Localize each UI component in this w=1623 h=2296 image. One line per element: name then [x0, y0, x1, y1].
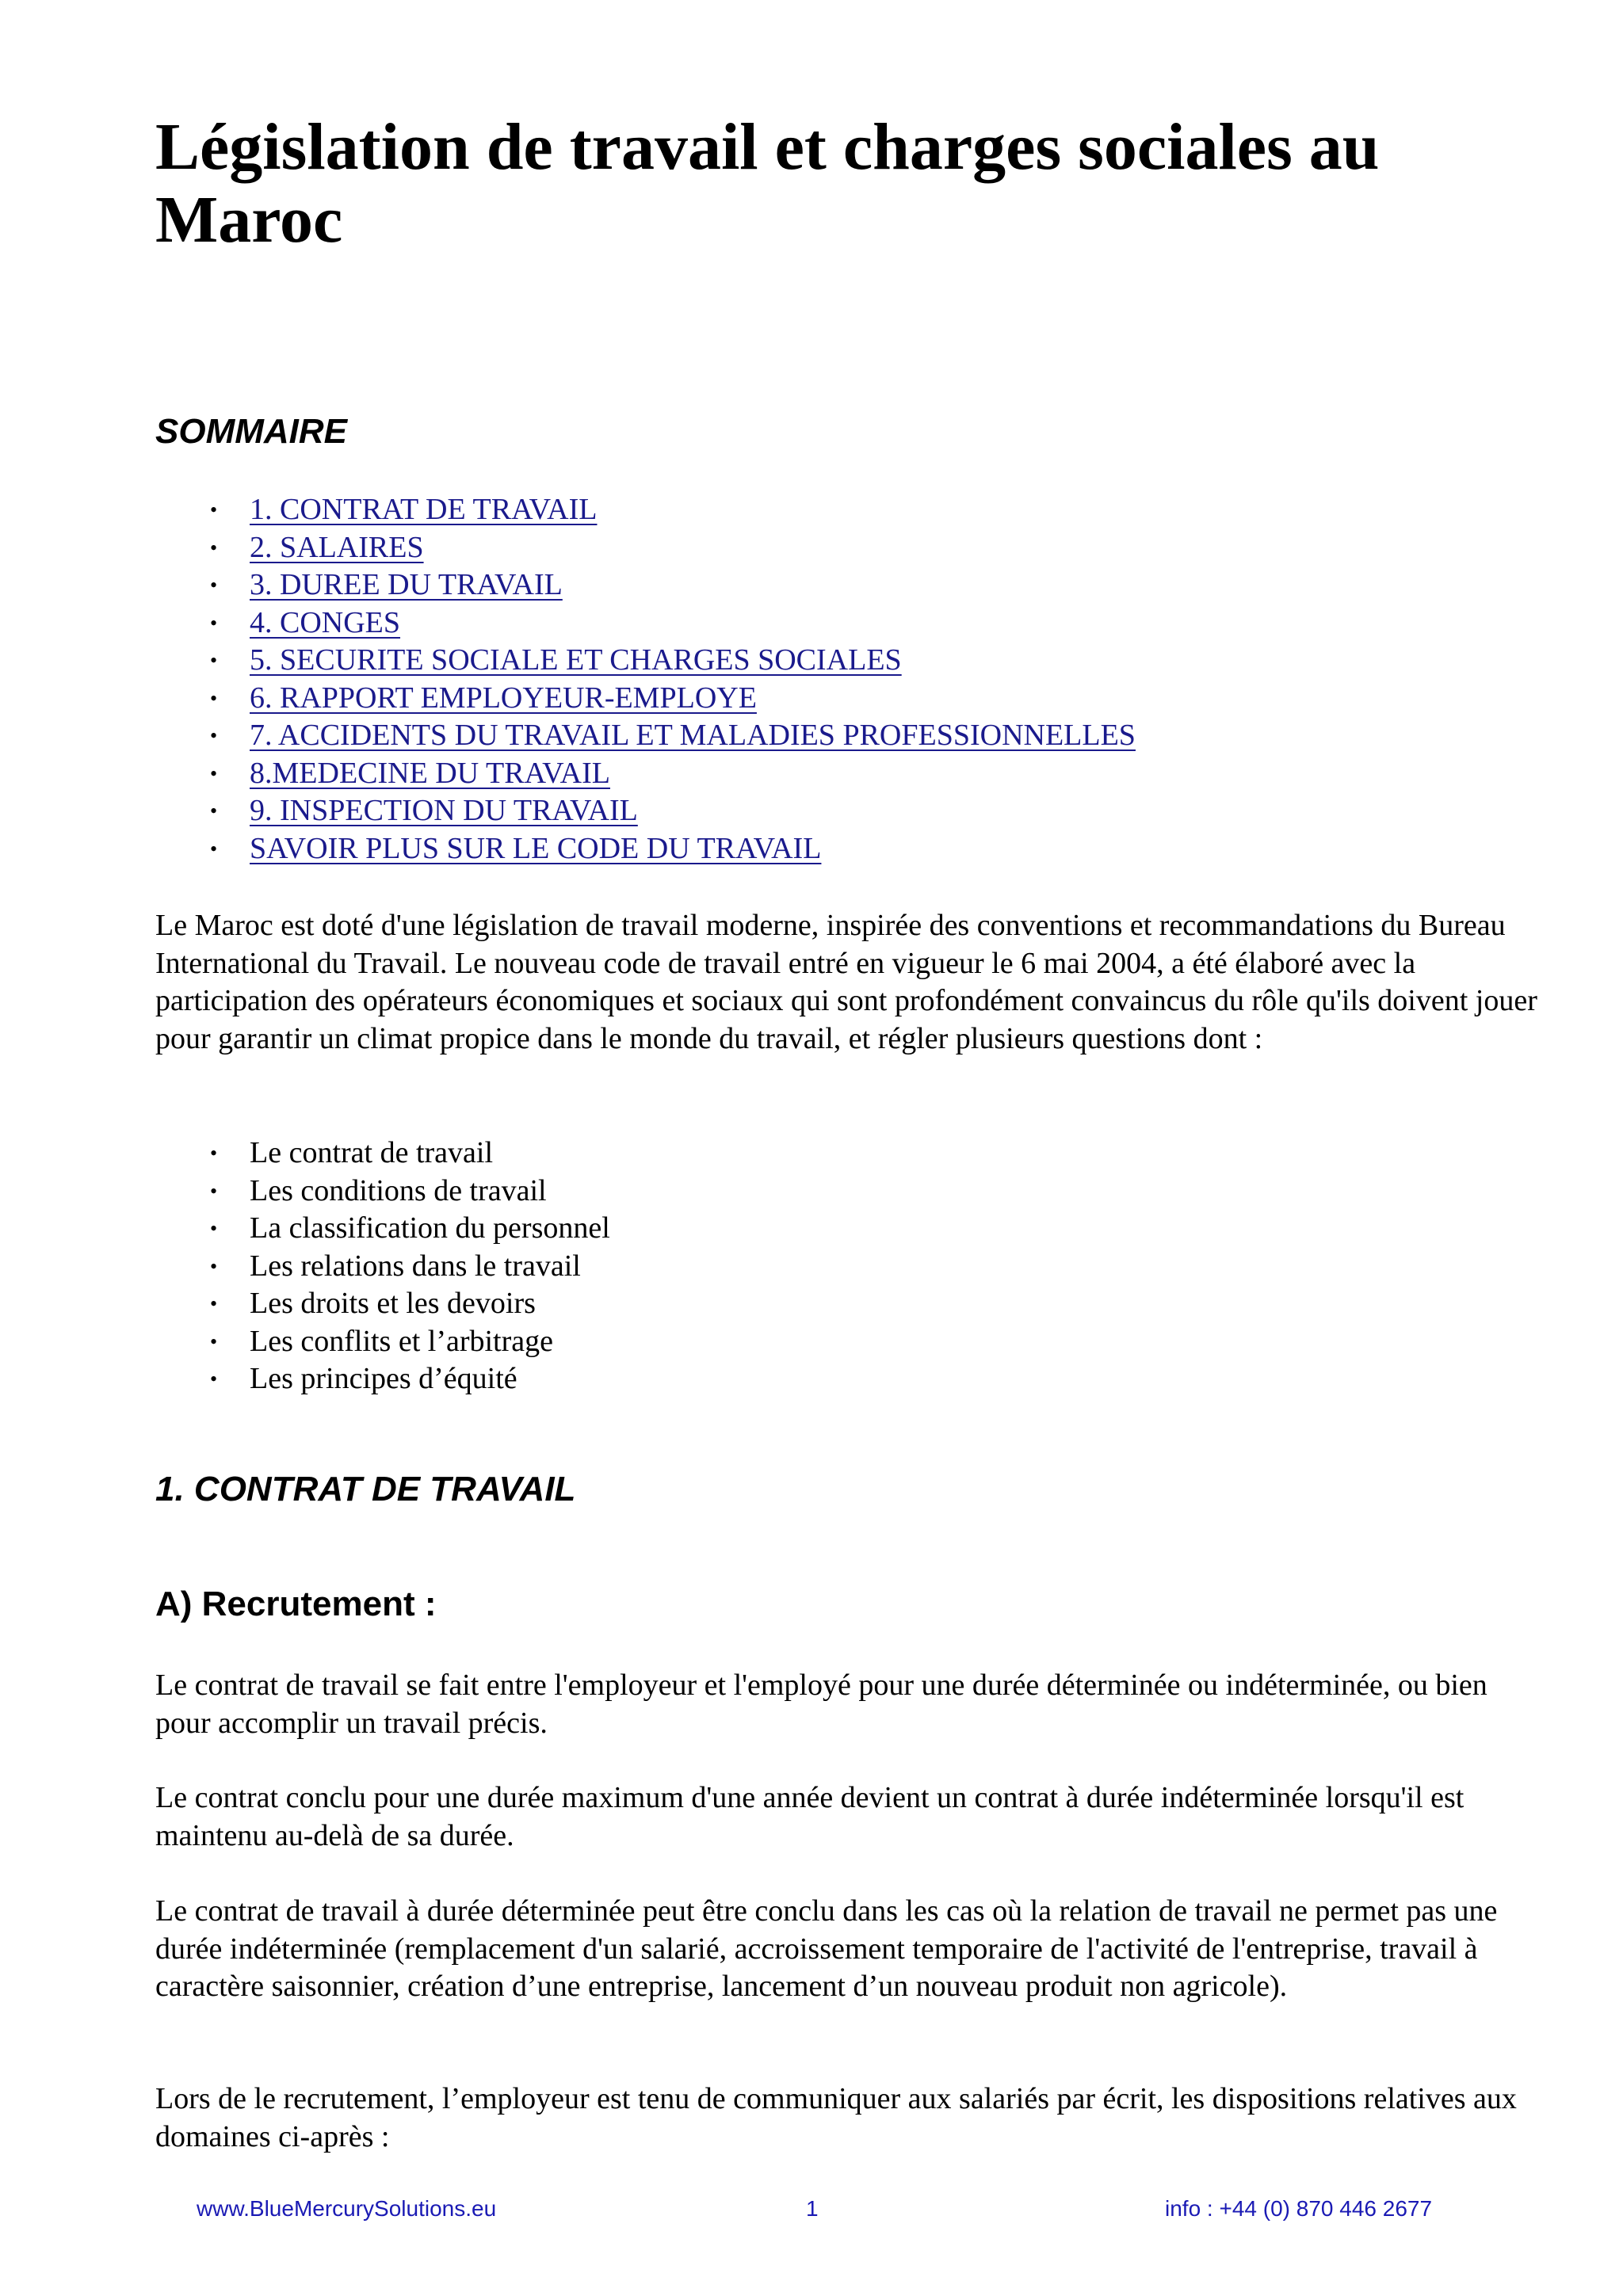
bullet-icon: • — [210, 536, 218, 559]
footer-website: www.BlueMercurySolutions.eu — [197, 2196, 497, 2221]
toc-link-conges[interactable]: 4. CONGES — [250, 605, 401, 639]
footer-page-number: 1 — [806, 2196, 819, 2221]
bullet-icon: • — [210, 1254, 218, 1278]
table-of-contents — [204, 491, 1136, 868]
toc-item — [204, 491, 1136, 529]
bullet-icon: • — [210, 611, 218, 635]
bullet-icon: • — [210, 1179, 218, 1203]
intro-paragraph: Le Maroc est doté d'une législation de travail moderne, inspirée des conventions et recommandations du Bureau International du Travail. Le nouveau code de travail entré en vigueur le 6 mai 2004, a été élaboré avec la participation des opérateurs économiques et sociaux qui sont profondément convaincus du rôle qu'ils doivent jouer pour garantir un climat propice dans le monde du travail, et régler plusieurs questions dont : — [155, 909, 1537, 1055]
toc-link-inspection[interactable]: 9. INSPECTION DU TRAVAIL — [250, 794, 638, 827]
section-heading-contrat: 1. CONTRAT DE TRAVAIL — [155, 1470, 576, 1508]
bullet-icon: • — [210, 1367, 218, 1390]
list-item-text: Les conflits et l’arbitrage — [250, 1324, 554, 1358]
toc-link-securite-sociale[interactable]: 5. SECURITE SOCIALE ET CHARGES SOCIALES — [250, 643, 902, 677]
bullet-icon: • — [210, 724, 218, 747]
toc-item — [204, 680, 1136, 718]
toc-item — [204, 642, 1136, 680]
bullet-icon: • — [210, 574, 218, 597]
list-item — [204, 1173, 610, 1211]
list-item — [204, 1323, 610, 1361]
bullet-icon: • — [210, 498, 218, 521]
list-item — [204, 1135, 610, 1173]
bullet-icon: • — [210, 1329, 218, 1353]
list-item-text: Les principes d’équité — [250, 1362, 517, 1395]
list-item — [204, 1248, 610, 1286]
toc-link-contrat[interactable]: 1. CONTRAT DE TRAVAIL — [250, 493, 598, 526]
toc-link-rapport[interactable]: 6. RAPPORT EMPLOYEUR-EMPLOYE — [250, 681, 757, 715]
toc-item — [204, 717, 1136, 755]
subsection-heading-recrutement: A) Recrutement : — [155, 1585, 437, 1623]
bullet-icon: • — [210, 799, 218, 822]
bullet-icon: • — [210, 1142, 218, 1165]
toc-link-accidents[interactable]: 7. ACCIDENTS DU TRAVAIL ET MALADIES PROFESSIONNELLES — [250, 719, 1136, 752]
document-title: Législation de travail et charges sociales au Maroc — [155, 110, 1380, 257]
toc-item — [204, 755, 1136, 793]
body-paragraph: Lors de le recrutement, l’employeur est tenu de communiquer aux salariés par écrit, les dispositions relatives aux domaines ci-après : — [155, 2082, 1517, 2153]
list-item-text: Le contrat de travail — [250, 1136, 494, 1169]
toc-link-duree[interactable]: 3. DUREE DU TRAVAIL — [250, 568, 563, 601]
toc-item — [204, 605, 1136, 643]
list-item-text: Les relations dans le travail — [250, 1249, 581, 1283]
toc-item — [204, 792, 1136, 830]
body-paragraph: Le contrat de travail se fait entre l'employeur et l'employé pour une durée déterminée ou indéterminée, ou bien pour accomplir un travail précis. — [155, 1669, 1487, 1740]
bullet-icon: • — [210, 686, 218, 710]
page-footer — [0, 2193, 1623, 2225]
body-paragraph: Le contrat conclu pour une durée maximum d'une année devient un contrat à durée indéterminée lorsqu'il est maintenu au-delà de sa durée. — [155, 1781, 1465, 1852]
bullet-icon: • — [210, 837, 218, 860]
bullet-icon: • — [210, 649, 218, 672]
body-paragraph: Le contrat de travail à durée déterminée peut être conclu dans les cas où la relation de travail ne permet pas une durée indéterminée (remplacement d'un salarié, accroissement temporaire de l'activité de l'entreprise, travail à caractère saisonnier, création d’une entreprise, lancement d’un nouveau produit non agricole). — [155, 1894, 1498, 2003]
toc-item — [204, 830, 1136, 868]
bullet-icon: • — [210, 761, 218, 785]
toc-item — [204, 529, 1136, 567]
toc-link-savoir-plus[interactable]: SAVOIR PLUS SUR LE CODE DU TRAVAIL — [250, 831, 822, 865]
toc-item — [204, 566, 1136, 605]
toc-link-medecine[interactable]: 8.MEDECINE DU TRAVAIL — [250, 756, 610, 790]
toc-link-salaires[interactable]: 2. SALAIRES — [250, 530, 424, 564]
list-item — [204, 1210, 610, 1248]
list-item — [204, 1360, 610, 1398]
list-item-text: Les droits et les devoirs — [250, 1287, 536, 1320]
bullet-icon: • — [210, 1292, 218, 1315]
list-item-text: La classification du personnel — [250, 1211, 610, 1245]
sommaire-heading: SOMMAIRE — [155, 412, 347, 451]
footer-contact: info : +44 (0) 870 446 2677 — [1165, 2196, 1433, 2221]
list-item-text: Les conditions de travail — [250, 1173, 547, 1207]
topics-list — [204, 1135, 610, 1398]
list-item — [204, 1285, 610, 1323]
bullet-icon: • — [210, 1217, 218, 1240]
